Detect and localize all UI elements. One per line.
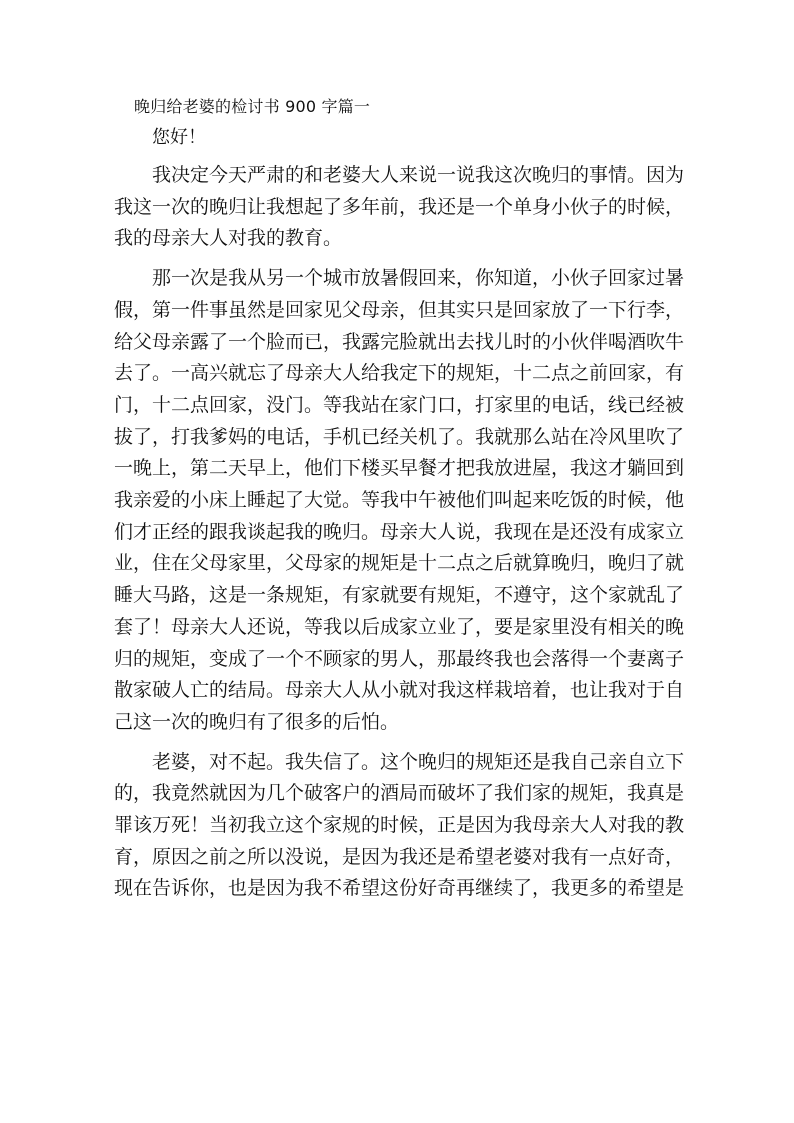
paragraph-3: 老婆，对不起。我失信了。这个晚归的规矩还是我自己亲自立下的，我竟然就因为几个破客户的酒局而破坏了我们家的规矩，我真是罪该万死！当初我立这个家规的时候，正是因为我母亲大人对我的教育，原因之前之所以没说，是因为我还是希望老婆对我有一点好奇，现在告诉你，也是因为我不希望这份好奇再继续了，我更多的希望是 xyxy=(114,750,685,900)
paragraph-2: 那一次是我从另一个城市放暑假回来，你知道，小伙子回家过暑假，第一件事虽然是回家见父母亲，但其实只是回家放了一下行李，给父母亲露了一个脸而已，我露完脸就出去找儿时的小伙伴喝酒吹牛去了。一高兴就忘了母亲大人给我定下的规矩，十二点之前回家，有门，十二点回家，没门。等我站在家门口，打家里的电话，线已经被拔了，打我爹妈的电话，手机已经关机了。我就那么站在冷风里吹了一晚上，第二天早上，他们下楼买早餐才把我放进屋，我这才躺回到我亲爱的小床上睡起了大觉。等我中午被他们叫起来吃饭的时候，他们才正经的跟我谈起我的晚归。母亲大人说，我现在是还没有成家立业，住在父母家里，父母家的规矩是十二点之后就算晚归，晚归了就睡大马路，这是一条规矩，有家就要有规矩，不遵守，这个家就乱了套了！母亲大人还说，等我以后成家立业了，要是家里没有相关的晚归的规矩，变成了一个不顾家的男人，那最终我也会落得一个妻离子散家破人亡的结局。母亲大人从小就对我这样栽培着，也让我对于自己这一次的晚归有了很多的后怕。 xyxy=(114,267,685,733)
paragraph-1: 我决定今天严肃的和老婆大人来说一说我这次晚归的事情。因为我这一次的晚归让我想起了多年前，我还是一个单身小伙子的时候，我的母亲大人对我的教育。 xyxy=(114,164,685,250)
greeting-line: 您好！ xyxy=(152,127,206,148)
document-body xyxy=(114,92,684,905)
document-title: 晚归给老婆的检讨书 900 字篇一 xyxy=(134,97,371,116)
